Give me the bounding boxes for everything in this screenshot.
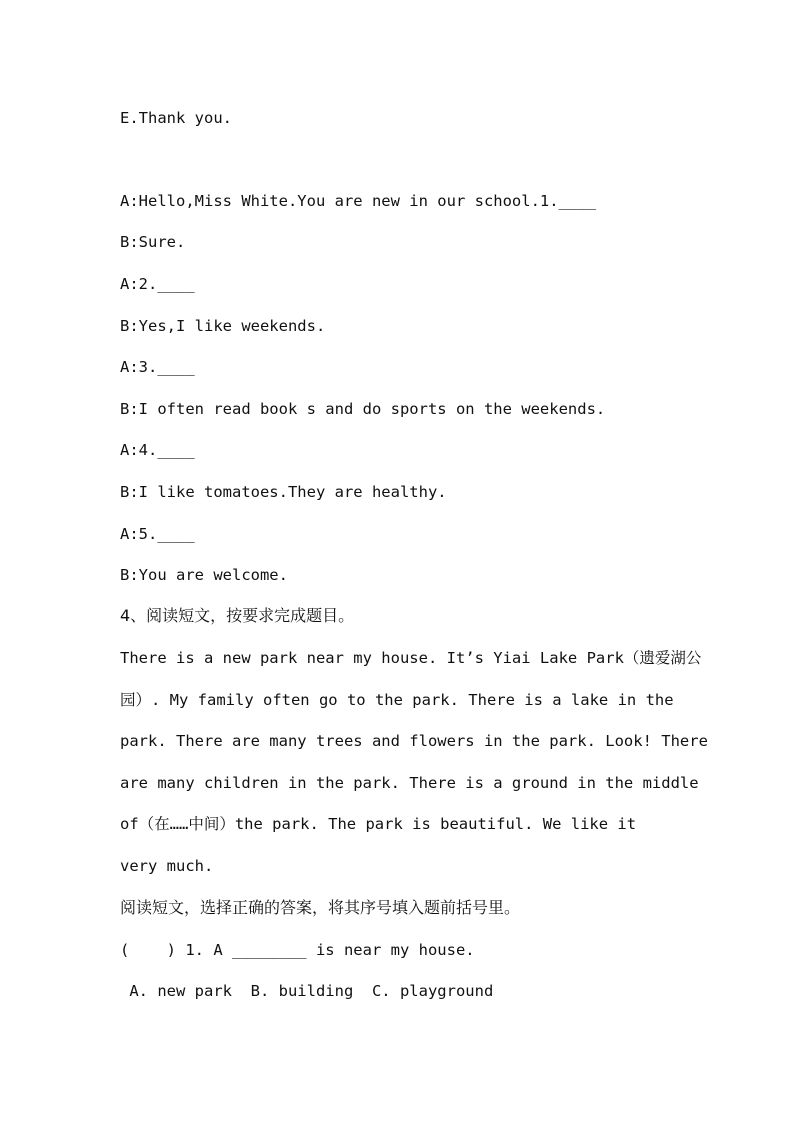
section-4-title: 4、阅读短文，按要求完成题目。: [120, 606, 355, 625]
passage-line-3: park. There are many trees and flowers in the park. Look! There: [120, 732, 708, 750]
dialogue-line-1: A:Hello,Miss White.You are new in our school.1.____: [120, 192, 596, 210]
option-e: E.Thank you.: [120, 109, 232, 127]
question-1-options: A. new park B. building C. playground: [120, 982, 494, 1000]
dialogue-line-5: A:3.____: [120, 358, 195, 376]
dialogue-line-7: A:4.____: [120, 441, 195, 459]
passage-line-2: 园）. My family often go to the park. There is a lake in the: [120, 690, 674, 709]
instruction: 阅读短文，选择正确的答案，将其序号填入题前括号里。: [120, 898, 521, 917]
passage-line-1: There is a new park near my house. It’s Yiai Lake Park（遗爱湖公: [120, 649, 702, 667]
passage-line-5: of（在……中间）the park. The park is beautiful. We like it: [120, 815, 637, 833]
passage-line-4: are many children in the park. There is a ground in the middle: [120, 773, 699, 792]
dialogue-line-4: B:Yes,I like weekends.: [120, 317, 326, 335]
dialogue-line-2: B:Sure.: [120, 233, 186, 251]
dialogue-line-10: B:You are welcome.: [120, 566, 288, 584]
question-1: ( ) 1. A ________ is near my house.: [120, 941, 475, 959]
dialogue-line-3: A:2.____: [120, 275, 195, 293]
dialogue-line-9: A:5.____: [120, 525, 195, 543]
dialogue-line-8: B:I like tomatoes.They are healthy.: [120, 483, 447, 501]
dialogue-line-6: B:I often read book s and do sports on the weekends.: [120, 400, 606, 418]
passage-line-6: very much.: [120, 856, 214, 875]
reading-passage: [120, 638, 708, 887]
